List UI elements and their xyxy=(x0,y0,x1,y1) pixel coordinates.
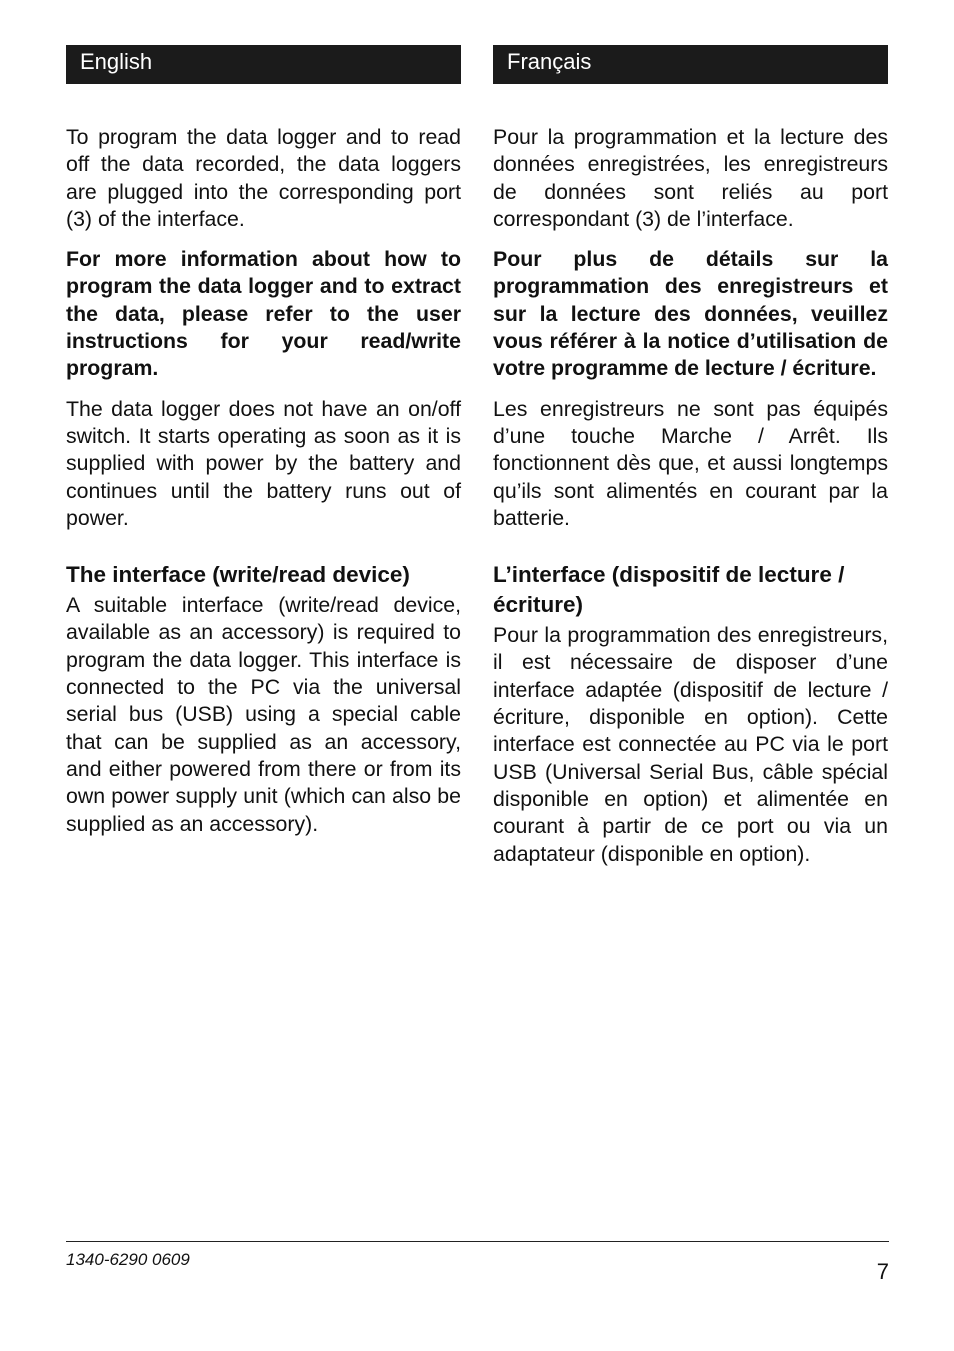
french-bold-note: Pour plus de détails sur la programmation des enregistreurs et sur la lecture des données, veuillez vous référer à la notice d’utilisation de votre programme de lecture / écriture. xyxy=(493,247,888,381)
french-paragraph-3: Les enregistreurs ne sont pas équipés d’une touche Marche / Arrêt. Ils fonctionnent dès que, et aussi longtemps qu’ils sont alimentés en courant par la batterie. xyxy=(493,396,888,530)
english-bold-note: For more information about how to program the data logger and to extract the data, please refer to the user instructions for your read/write program. xyxy=(66,247,461,381)
french-content xyxy=(493,124,888,868)
english-column xyxy=(66,45,461,851)
english-paragraph-3: The data logger does not have an on/off switch. It starts operating as soon as it is supplied with power by the battery and continues until the battery runs out of power. xyxy=(66,396,461,530)
french-column xyxy=(493,45,888,881)
english-paragraph-4: A suitable interface (write/read device, available as an accessory) is required to program the data logger. This interface is connected to the PC via the universal serial bus (USB) using a special cable that can be supplied as an accessory, and either powered from there or from its own power supply unit (which can also be supplied as an accessory). xyxy=(66,593,461,836)
english-language-header: English xyxy=(66,45,461,84)
english-section-heading: The interface (write/read device) xyxy=(66,562,410,588)
english-content xyxy=(66,124,461,838)
english-paragraph-1: To program the data logger and to read off the data recorded, the data loggers are plugged into the corresponding port (3) of the interface. xyxy=(66,125,461,231)
page-number: 7 xyxy=(876,1259,889,1284)
french-paragraph-4: Pour la programmation des enregistreurs, il est nécessaire de disposer d’une interface adaptée (dispositif de lecture / écriture, disponible en option). Cette interface est connectée au PC via le port USB (Universal Serial Bus, câble spécial disponible en option) et alimentée en courant à partir de ce port ou via un adaptateur (disponible en option). xyxy=(493,623,888,866)
french-paragraph-1: Pour la programmation et la lecture des données enregistrées, les enregistreurs de données sont reliés au port correspondant (3) de l’interface. xyxy=(493,125,888,231)
french-section-heading: L’interface (dispositif de lecture / écriture) xyxy=(493,562,845,618)
french-language-header: Français xyxy=(493,45,888,84)
document-number: 1340-6290 0609 xyxy=(66,1250,190,1269)
footer-divider xyxy=(66,1241,889,1242)
